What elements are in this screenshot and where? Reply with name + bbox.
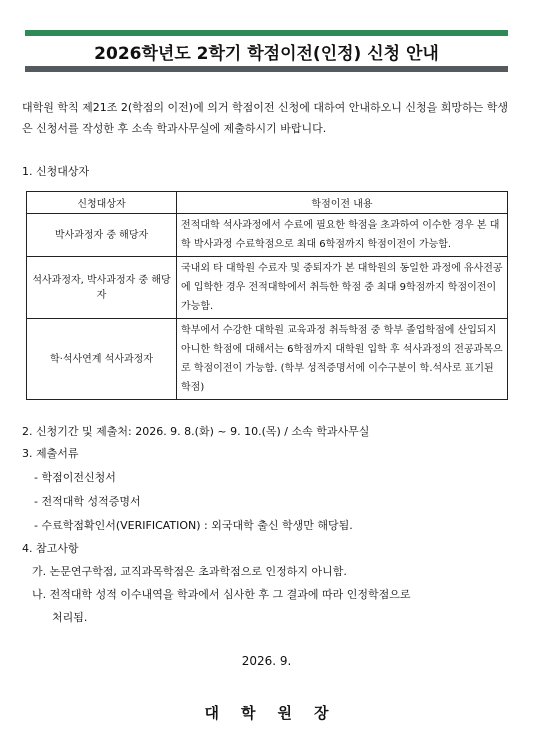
table-row [27,214,508,257]
section-3-heading: 3. 제출서류 [22,447,79,460]
page-title: 2026학년도 2학기 학점이전(인정) 신청 안내 [94,44,439,64]
table-cell-category: 석사과정자, 박사과정자 중 해당자 [27,257,177,319]
top-accent-bar [25,30,508,36]
issue-date: 2026. 9. [241,654,292,668]
title-underline-bar [25,66,508,72]
note-item-a: 가. 논문연구학점, 교직과목학점은 초과학점으로 인정하지 아니함. [32,565,347,578]
signature-authority: 대학원장 [204,704,351,722]
table-header-content: 학점이전 내용 [177,192,508,214]
section-1-heading: 1. 신청대상자 [22,165,90,178]
table-cell-content: 전적대학 석사과정에서 수료에 필요한 학점을 초과하여 이수한 경우 본 대학 박사과정 수료학점으로 최대 6학점까지 학점이전이 가능함. [177,214,508,257]
note-item-b-continued: 처리됨. [52,611,88,624]
table-cell-category: 학·석사연계 석사과정자 [27,319,177,400]
table-row [27,257,508,319]
document-item: - 학점이전신청서 [34,471,116,484]
table-cell-content: 국내외 타 대학원 수료자 및 중퇴자가 본 대학원의 동일한 과정에 유사전공에 입학한 경우 전적대학에서 취득한 학점 중 최대 9학점까지 학점이전이 가능함. [177,257,508,319]
table-header-target: 신청대상자 [27,192,177,214]
table-header-row [27,192,508,214]
table-cell-content: 학부에서 수강한 대학원 교육과정 취득학점 중 학부 졸업학점에 산입되지 아니한 학점에 대해서는 6학점까지 대학원 입학 후 석사과정의 전공과목으로 학점이전이 가능함. (학부 성적증명서에 이수구분이 학.석사로 표기된 학점) [177,319,508,400]
eligibility-table [26,191,508,400]
note-item-b: 나. 전적대학 성적 이수내역을 학과에서 심사한 후 그 결과에 따라 인정학점으로 [32,588,411,601]
document-item: - 전적대학 성적증명서 [34,495,141,508]
document-item: - 수료학점확인서(VERIFICATION) : 외국대학 출신 학생만 해당됨. [34,519,353,532]
intro-paragraph: 대학원 학칙 제21조 2(학점의 이전)에 의거 학점이전 신청에 대하여 안내하오니 신청을 희망하는 학생은 신청서를 작성한 후 소속 학과사무실에 제출하시기 바랍니다. [22,101,508,135]
section-4-heading: 4. 참고사항 [22,542,79,555]
table-row [27,319,508,400]
table-cell-category: 박사과정자 중 해당자 [27,214,177,257]
section-2-period: 2. 신청기간 및 제출처: 2026. 9. 8.(화) ~ 9. 10.(목) / 소속 학과사무실 [22,425,370,438]
